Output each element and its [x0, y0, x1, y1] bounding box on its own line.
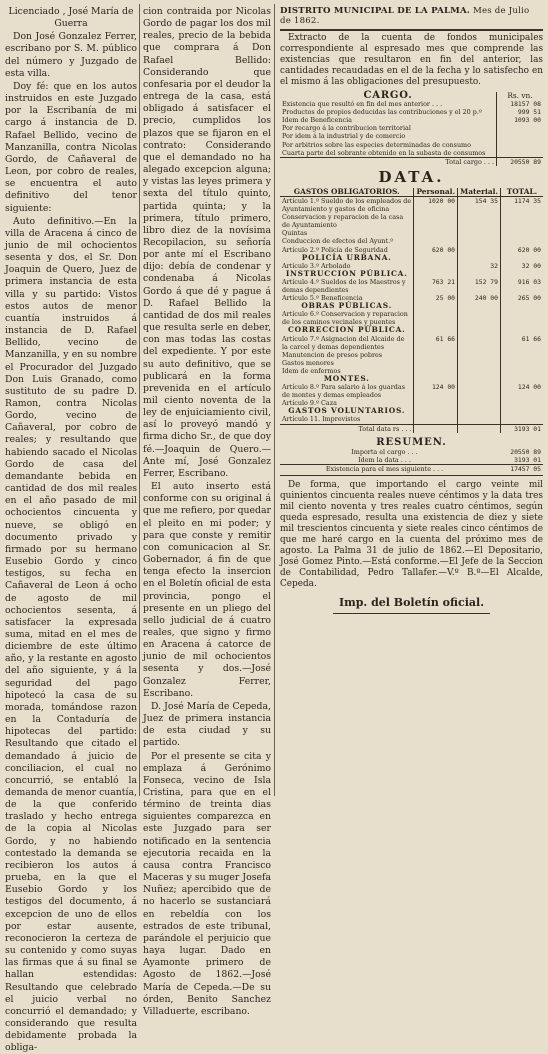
cargo-row [280, 116, 543, 124]
certification-paragraph: El auto inserto está conforme con su original á que me refiero, por quedar el pleito en mi poder; y para que conste y remitir con comunicacion al Sr. Gobernador, á fin de que tenga efecto la insercion en el Boletín oficial de esta provincia, pongo el presente en un pliego del sello judicial de á cuatro reales, que signo y firmo en Aracena á catorce de junio de mil ochocientos sesenta y dos.—José Gonzalez Ferrer, Escribano. [143, 481, 271, 699]
data-row-total [501, 213, 544, 229]
district-month: Mes de Julio de 1862. [280, 6, 530, 26]
data-row-label: Artículo 8.º Para salario á los guardas de montes y demas empleados [282, 383, 405, 400]
data-row-material: 154 35 [458, 196, 501, 213]
cargo-row-label: Por recargo á la contribucion territorial [282, 124, 411, 133]
data-row-total: 265 00 [501, 294, 544, 302]
data-row [280, 415, 543, 424]
data-row-material: 32 [458, 262, 501, 270]
cargo-row-label: Existencia que resultó en fin del mes anterior . . . [282, 100, 443, 109]
resumen-row [280, 448, 543, 456]
data-row [280, 229, 543, 237]
montes-title-row [280, 375, 543, 383]
data-row-personal [414, 262, 458, 270]
data-row-total [501, 399, 544, 407]
data-row-total [501, 237, 544, 245]
data-row-total: 124 00 [501, 383, 544, 399]
data-total-label: Total data rs . . . [280, 424, 414, 433]
cargo-row-label: Por arbitrios sobre las especies determinadas de consumo [282, 140, 471, 149]
policia-title: POLICÍA URBANA. [301, 252, 392, 262]
total-header: TOTAL. [501, 188, 544, 197]
data-row-material [458, 367, 501, 375]
data-row-total: 916 03 [501, 278, 544, 294]
data-row-total: 620 00 [501, 246, 544, 254]
data-row-material [458, 335, 501, 351]
resumen-title: RESUMEN. [376, 436, 447, 448]
cargo-row-value [497, 124, 544, 132]
cargo-total-value: 20550 89 [497, 157, 544, 166]
cargo-row [280, 149, 543, 158]
data-row-label: Conservacion y reparacion de la casa de Ayuntamiento [282, 213, 404, 230]
data-table [280, 188, 543, 433]
data-row-material [458, 415, 501, 424]
district-name: DISTRITO MUNICIPAL DE LA PALMA. [280, 6, 471, 16]
data-row-label: Quintas [282, 229, 308, 238]
data-row-personal: 620 00 [414, 246, 458, 254]
resumen-row-label: Idem la data . . . [358, 455, 411, 464]
data-row-personal: 25 00 [414, 294, 458, 302]
data-row-label: Conduccion de efectos del Ayunt.º [282, 237, 394, 246]
attestation-paragraph: Doy fé: que en los autos instruidos en este Juzgado por la Escribanía de mi cargo á instancia de D. Rafael Bellido, vecino de Manzanilla, contra Nicolas Gordo, de Cañaveral de Leon, por cobro de reales, se encuentra el auto definitivo del tenor siguiente: [5, 80, 137, 214]
personal-header: Personal. [414, 188, 458, 197]
instruccion-title: INSTRUCCION PÚBLICA. [285, 268, 408, 278]
account-lead: Extracto de la cuenta de fondos municipales correspondiente al espresado mes que comprende las existencias que resultaron en fin del anterior, las cantidades recaudadas en el de la fecha y lo satisfecho en el mismo á las obligaciones del presupuesto. [280, 33, 543, 87]
data-total-value: 3193 01 [501, 424, 544, 433]
data-row [280, 367, 543, 375]
data-rows [280, 196, 543, 424]
correccion-title-row [280, 326, 543, 334]
data-row-personal [414, 310, 458, 326]
data-row [280, 335, 543, 351]
cargo-total-row [280, 157, 543, 166]
cargo-row [280, 141, 543, 149]
column-divider [274, 4, 275, 796]
resumen-rule [280, 475, 543, 476]
obras-title-row [280, 302, 543, 310]
imprint-rule [333, 613, 491, 614]
right-column [280, 6, 543, 794]
notary-intro: Don José Gonzalez Ferrer, escribano por S. M. público del número y Juzgado de esta villa. [5, 31, 137, 79]
instruccion-title-row [280, 270, 543, 278]
cargo-row-label: Idem de Beneficencia [282, 116, 352, 125]
cargo-title: CARGO. [363, 90, 413, 101]
data-row-personal [414, 229, 458, 237]
data-row-material [458, 383, 501, 399]
cargo-row-label: Por idem á la industrial y de comercio [282, 132, 406, 141]
data-title: DATA. [378, 167, 445, 186]
data-row-material [458, 351, 501, 359]
cargo-row-value [497, 132, 544, 140]
resumen-table [280, 448, 543, 473]
data-row-material [458, 237, 501, 245]
cargo-row-value: 1093 00 [497, 116, 544, 124]
existencia-row [280, 464, 543, 473]
data-row-label: Artículo 7.º Asignacion del Alcaide de la carcel y demas dependientes [282, 334, 405, 351]
summons-paragraph: Por el presente se cita y emplaza á Gerónimo Fonseca, vecino de Isla Cristina, para que en el término de treinta dias siguientes comparezca en este Juzgado para ser notificado en la sentencia ejecutoria recaida en la causa contra Francisco Maceras y su muger Josefa Nuñez; apercibido que de no hacerlo se sustanciará en rebeldía con los estrados de este tribunal, parándole el perjuicio que haya lugar. Dado en Ayamonte primero de Agosto de 1862.—José María de Cepeda.—De su órden, Benito Sanchez Villaduerte, escribano. [143, 750, 271, 1017]
voluntarios-title-row [280, 407, 543, 415]
data-row-personal [414, 237, 458, 245]
cargo-row-value [497, 149, 544, 158]
cargo-row-value: 999 51 [497, 108, 544, 116]
data-row-label: Artículo 3.º Arbolado [282, 261, 351, 270]
data-row-personal: 61 66 [414, 335, 458, 351]
printer-imprint: Imp. del Boletín oficial. [338, 595, 485, 609]
data-row-total: 61 66 [501, 335, 544, 351]
correccion-title: CORRECCION PÚBLICA. [287, 325, 406, 335]
policia-title-row [280, 254, 543, 262]
data-row [280, 196, 543, 213]
montes-title: MONTES. [323, 374, 370, 383]
cargo-row-label: Productos de propios deducidas las contribuciones y el 20 p.º [282, 108, 482, 117]
cargo-total-label: Total cargo . . . [280, 157, 497, 166]
cargo-row-label: Cuarta parte del sobrante obtenido en la subasta de consumos [282, 148, 486, 157]
data-row-label: Artículo 6.º Conservacion y reparacion de los caminos vecinales y puentes [282, 310, 408, 327]
column-divider [139, 4, 140, 796]
cargo-row-value: 18157 08 [497, 100, 544, 108]
existencia-label: Existencia para el mes siguiente . . . [280, 464, 489, 473]
data-row-material [458, 359, 501, 367]
data-row-label: Artículo 4.º Sueldos de los Maestros y demas dependientes [282, 277, 406, 294]
cargo-row [280, 132, 543, 140]
data-row [280, 351, 543, 359]
ruling-continuation: cion contraida por Nicolas Gordo de pagar los dos mil reales, precio de la bebida que comprara á Don Rafael Bellido: Considerando que confesaria por el deudor la entrega de la casa, está obligado á satisfacer el precio, cumplidos los plazos que se fijaron en el contrato: Considerando que el demandado no ha alegado excepcion alguna; y vistas las leyes primera y sexta del título quinto, partida quinta; y la primera, título primero, libro diez de la novísima Recopilacion, su señoría por ante mí el Escribano dijo: debía de condenar y condenaba á Nicolas Gordo á que dé y pague á D. Rafael Bellido la cantidad de dos mil reales que resulta serle en deber, con mas todas las costas del expediente. Y por este su auto definitivo, que se publicará en la forma prevenida en el artículo mil ciento noventa de la ley de enjuiciamiento civil, así lo proveyó mandó y firma dicho Sr., de que doy fé.—Joaquin de Quero.—Ante mí, José Gonzalez Ferrer, Escribano. [143, 6, 271, 479]
data-row-label: Artículo 9.º Caza [282, 399, 337, 408]
data-row-material: 152 79 [458, 278, 501, 294]
cargo-row-value [497, 141, 544, 149]
resumen-row-value: 3193 01 [514, 455, 541, 464]
district-header [280, 6, 543, 26]
data-row-label: Artículo 5.º Beneficencia [282, 294, 363, 303]
data-row-total [501, 367, 544, 375]
voluntarios-title: GASTOS VOLUNTARIOS. [288, 406, 406, 416]
obras-title: OBRAS PÚBLICAS. [301, 301, 393, 311]
data-row-material [458, 229, 501, 237]
data-row-total: 1174 35 [501, 196, 544, 213]
cargo-row [280, 108, 543, 116]
data-row-personal [414, 415, 458, 424]
data-row-personal [414, 367, 458, 375]
resumen-row-label: Importa el cargo . . . [351, 447, 418, 456]
resumen-row-value: 20550 89 [510, 447, 541, 456]
data-row-total [501, 310, 544, 326]
data-row-personal: 124 00 [414, 383, 458, 399]
definitive-ruling-paragraph: Auto definitivo.—En la villa de Aracena á cinco de junio de mil ochocientos sesenta y dos, el Sr. Don Joaquin de Quero, Juez de primera instancia de esta villa y su partido: Vistos estos autos de menor cuantía instruidos á instancia de D. Rafael Bellido, vecino de Manzanilla, y en su nombre el Procurador del Juzgado Don Luis Granado, como sustituto de su padre D. Ramon, contra Nicolas Gordo, vecino de Cañaveral, por cobro de reales; y resultando que habiendo sacado el Nicolas Gordo de casa del demandante bebida en cantidad de dos mil reales en el año pasado de mil ochocientos cincuenta y nueve, se obligó en documento privado y firmado por su hermano Eusebio Gordo y cinco testigos, su fecha en Cañaveral de Leon á ocho de agosto de mil ochocientos sesenta, á satisfacer la expresada suma, mitad en el mes de diciembre de este último año, y la restante en agosto del año siguiente, y á la seguridad del pago hipotecó la casa de su morada, tomándose razon en la Contaduría de hipotecas del partido: Resultando que citado el demandado á juicio de conciliacion, el cual no concurrió, se entabló la demanda de menor cuantía, de la que conferido traslado y hecho entrega de la copia al Nicolas Gordo, y no habiendo contestado la demanda se recibieron los autos á prueba, en la que el Eusebio Gordo y los testigos del documento, á excepcion de uno de ellos por estar ausente, reconocieron la certeza de su contenido y como suyas las firmas que á su final se hallan estendidas: Resultando que celebrado el juicio verbal no concurrió el demandado; y considerando que resulta debidamente probada la obliga- [5, 215, 137, 1054]
data-row-label: Artículo 1.º Sueldo de los empleados de Ayuntamiento y gastos de oficina [282, 196, 412, 214]
cargo-row [280, 124, 543, 132]
rs-vn-label: Rs. vn. [497, 92, 544, 100]
data-row-total [501, 359, 544, 367]
data-row-personal [414, 213, 458, 229]
data-row [280, 359, 543, 367]
data-row-label: Manutencion de presos pobres [282, 350, 383, 359]
data-row [280, 213, 543, 229]
judge-name: Licenciado , José María de Guerra [8, 6, 134, 30]
material-header: Material. [458, 188, 501, 197]
resumen-rows [280, 448, 543, 465]
existencia-value: 17457 05 [489, 464, 543, 473]
data-row-total [501, 415, 544, 424]
resumen-row [280, 456, 543, 465]
data-row-personal: 763 21 [414, 278, 458, 294]
data-row-label: Artículo 11. Imprevistos [282, 415, 361, 424]
cargo-row [280, 100, 543, 108]
data-row-personal [414, 399, 458, 407]
obligations-header: GASTOS OBLIGATORIOS. [280, 188, 414, 197]
data-row-personal [414, 351, 458, 359]
data-row [280, 383, 543, 399]
cargo-rows [280, 100, 543, 157]
left-column [5, 6, 137, 1054]
data-total-row [280, 424, 543, 433]
data-row-label: Idem de enfermos [282, 366, 341, 375]
cargo-table [280, 92, 543, 166]
data-row-material [458, 213, 501, 229]
data-row [280, 237, 543, 245]
data-row-material [458, 310, 501, 326]
data-row-label: Gastos menores [282, 358, 334, 367]
data-row [280, 310, 543, 326]
closing-statement: De forma, que importando el cargo veinte mil quinientos cincuenta reales nueve céntimos y la data tres mil ciento noventa y tres reales cuatro céntimos, según queda espresado, resulta una existencia de diez y siete mil trescientos cincuenta y siete reales cinco céntimos de que me haré cargo en la cuenta del próximo mes de agosto. La Palma 31 de julio de 1862.—El Depositario, José Gomez Pinto.—Está conforme.—El Jefe de la Seccion de Contabilidad, Pedro Tallafer.—V.º B.º—El Alcalde, Cepeda. [280, 479, 543, 589]
data-row-total: 32 00 [501, 262, 544, 270]
data-row-material: 240 00 [458, 294, 501, 302]
data-row-material [458, 246, 501, 254]
data-row-personal [414, 359, 458, 367]
data-row-material [458, 399, 501, 407]
data-row-total [501, 229, 544, 237]
middle-column [143, 6, 271, 1017]
data-row-personal: 1020 00 [414, 196, 458, 213]
header-rule [280, 29, 543, 31]
data-row-total [501, 351, 544, 359]
data-row [280, 278, 543, 294]
judge-heading: D. José María de Cepeda, Juez de primera instancia de esta ciudad y su partido. [143, 700, 271, 749]
data-row-label: Artículo 2.º Policía de Seguridad [282, 245, 388, 254]
